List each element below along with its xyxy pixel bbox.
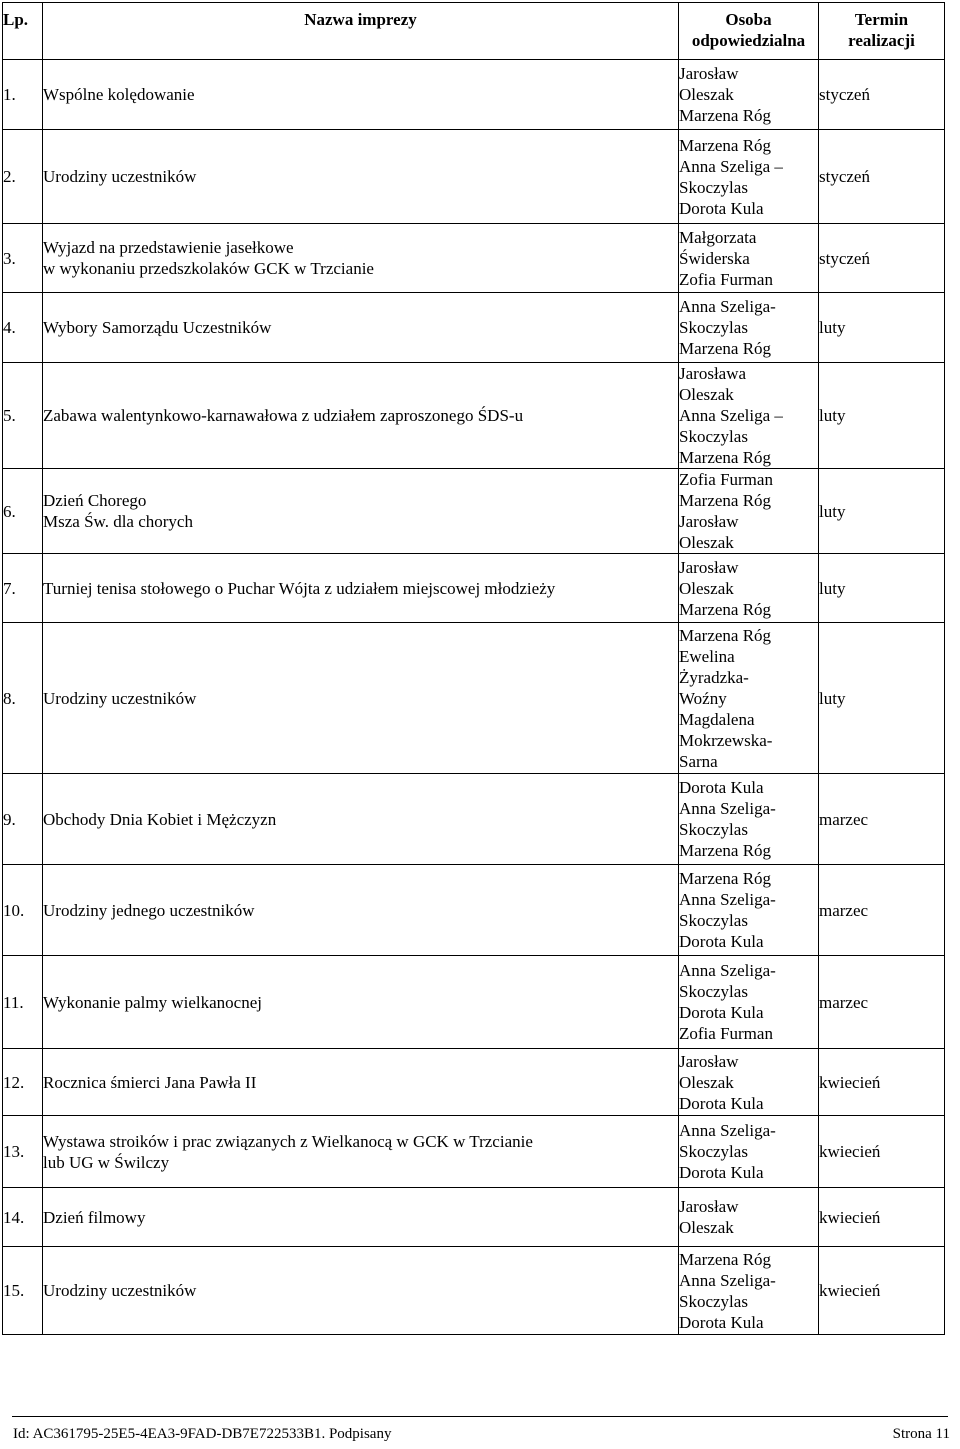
event-name-line: Rocznica śmierci Jana Pawła II [43,1072,257,1092]
table-row [3,774,945,865]
responsible-person-line: Jarosław [679,64,739,83]
event-term: marzec [819,774,945,865]
responsible-person-line: Marzena Róg [679,106,772,125]
row-number: 9. [3,774,43,865]
responsible-persons [679,623,819,774]
row-number: 12. [3,1049,43,1116]
responsible-person-line: Anna Szeliga – [679,406,783,425]
row-number: 11. [3,956,43,1049]
header-term-line: Termin [854,10,909,29]
event-name [43,469,679,554]
event-name [43,224,679,293]
table-row [3,60,945,130]
responsible-person-line: Oleszak [679,385,734,404]
row-number: 5. [3,363,43,469]
row-number: 4. [3,293,43,363]
header-person [679,3,819,60]
event-term: marzec [819,865,945,956]
event-term: styczeń [819,224,945,293]
responsible-person-line: Marzena Róg [679,625,772,645]
responsible-person-line: Woźny [679,688,727,708]
event-name-line: w wykonaniu przedszkolaków GCK w Trzcianie [43,259,374,278]
event-name-line: lub UG w Świlczy [43,1152,170,1172]
table-row [3,1188,945,1247]
responsible-persons [679,130,819,224]
responsible-person-line: Zofia Furman [679,1024,773,1043]
event-name [43,1049,679,1116]
table-row [3,554,945,623]
row-number: 14. [3,1188,43,1247]
event-name [43,1188,679,1247]
event-name-line: Zabawa walentynkowo-karnawałowa z udziałem zaproszonego ŚDS-u [43,406,524,425]
row-number: 6. [3,469,43,554]
responsible-person-line: Marzena Róg [679,841,772,860]
event-term: marzec [819,956,945,1049]
responsible-person-line: Dorota Kula [679,1163,764,1182]
responsible-persons [679,1116,819,1188]
responsible-person-line: Oleszak [679,578,734,598]
page-footer [13,1426,950,1443]
responsible-person-line: Marzena Róg [679,448,772,467]
document-id: Id: AC361795-25E5-4EA3-9FAD-DB7E722533B1. Podpisany [13,1426,392,1442]
responsible-person-line: Jarosław [679,1051,739,1071]
responsible-person-line: Dorota Kula [679,932,764,951]
row-number: 13. [3,1116,43,1188]
responsible-person-line: Jarosław [679,512,739,531]
responsible-person-line: Marzena Róg [679,599,772,619]
responsible-persons [679,774,819,865]
header-lp: Lp. [3,3,43,60]
event-name [43,293,679,363]
event-name [43,623,679,774]
responsible-persons [679,865,819,956]
responsible-person-line: Mokrzewska- [679,730,773,750]
table-row [3,293,945,363]
table-row [3,1049,945,1116]
responsible-persons [679,293,819,363]
responsible-person-line: Oleszak [679,1218,734,1237]
responsible-person-line: Świderska [679,248,750,268]
event-name [43,60,679,130]
event-name-line: Wybory Samorządu Uczestników [43,318,272,337]
responsible-person-line: Dorota Kula [679,1093,764,1113]
event-name [43,1116,679,1188]
event-name [43,956,679,1049]
event-name-line: Msza Św. dla chorych [43,512,193,531]
responsible-person-line: Oleszak [679,85,734,104]
event-name-line: Dzień Chorego [43,491,147,510]
event-name [43,774,679,865]
responsible-persons [679,1188,819,1247]
event-name [43,865,679,956]
responsible-person-line: Magdalena [679,709,755,729]
header-person-line: Osoba [725,10,772,29]
event-term: luty [819,469,945,554]
event-name-line: Obchody Dnia Kobiet i Mężczyzn [43,809,277,829]
responsible-person-line: Zofia Furman [679,269,773,289]
responsible-person-line: Jarosław [679,557,739,577]
event-term: kwiecień [819,1049,945,1116]
event-name-line: Dzień filmowy [43,1207,146,1227]
responsible-persons [679,1247,819,1335]
event-term: luty [819,363,945,469]
responsible-person-line: Marzena Róg [679,135,772,155]
responsible-person-line: Marzena Róg [679,1249,772,1269]
event-name-line: Urodziny uczestników [43,167,197,186]
responsible-person-line: Marzena Róg [679,869,772,888]
responsible-person-line: Anna Szeliga- [679,890,776,909]
responsible-person-line: Jarosław [679,1197,739,1216]
event-name [43,554,679,623]
header-person-line: odpowiedzialna [691,31,806,50]
table-row [3,865,945,956]
row-number: 15. [3,1247,43,1335]
responsible-person-line: Skoczylas [679,318,748,337]
events-table [2,2,945,1335]
responsible-person-line: Jarosława [679,364,747,383]
responsible-person-line: Dorota Kula [679,778,764,797]
table-header-row [3,3,945,60]
table-row [3,1247,945,1335]
row-number: 10. [3,865,43,956]
event-name-line: Wykonanie palmy wielkanocnej [43,992,262,1012]
responsible-person-line: Ewelina [679,646,735,666]
responsible-person-line: Anna Szeliga- [679,799,776,818]
event-name-line: Wyjazd na przedstawienie jasełkowe [43,238,294,257]
row-number: 2. [3,130,43,224]
event-term: luty [819,293,945,363]
responsible-persons [679,469,819,554]
responsible-persons [679,1049,819,1116]
event-term: luty [819,554,945,623]
row-number: 8. [3,623,43,774]
responsible-person-line: Marzena Róg [679,339,772,358]
event-name [43,130,679,224]
responsible-person-line: Anna Szeliga- [679,961,776,980]
responsible-person-line: Anna Szeliga- [679,297,776,316]
page-number: Strona 11 [892,1426,950,1442]
event-name-line: Urodziny jednego uczestników [43,900,255,920]
responsible-persons [679,60,819,130]
header-name: Nazwa imprezy [43,3,679,60]
event-name [43,1247,679,1335]
event-name-line: Urodziny uczestników [43,1281,197,1300]
header-term-line: realizacji [848,31,915,50]
responsible-person-line: Anna Szeliga – [679,156,783,176]
responsible-person-line: Skoczylas [679,820,748,839]
responsible-person-line: Dorota Kula [679,1312,764,1332]
footer-divider [12,1416,948,1417]
responsible-person-line: Zofia Furman [679,470,773,489]
responsible-persons [679,363,819,469]
responsible-person-line: Oleszak [679,1072,734,1092]
event-term: luty [819,623,945,774]
table-row [3,956,945,1049]
event-term: styczeń [819,130,945,224]
event-name-line: Urodziny uczestników [43,688,197,708]
responsible-person-line: Anna Szeliga- [679,1270,776,1290]
responsible-person-line: Skoczylas [679,1142,748,1161]
event-term: kwiecień [819,1116,945,1188]
event-term: styczeń [819,60,945,130]
responsible-person-line: Małgorzata [679,227,757,247]
responsible-persons [679,224,819,293]
responsible-person-line: Dorota Kula [679,1003,764,1022]
responsible-person-line: Skoczylas [679,982,748,1001]
responsible-person-line: Skoczylas [679,177,748,197]
row-number: 3. [3,224,43,293]
responsible-person-line: Skoczylas [679,427,748,446]
event-name [43,363,679,469]
responsible-persons [679,554,819,623]
responsible-person-line: Dorota Kula [679,198,764,218]
table-row [3,1116,945,1188]
event-term: kwiecień [819,1247,945,1335]
event-name-line: Turniej tenisa stołowego o Puchar Wójta z udziałem miejscowej młodzieży [43,578,556,598]
event-name-line: Wystawa stroików i prac związanych z Wielkanocą w GCK w Trzcianie [43,1131,533,1151]
responsible-persons [679,956,819,1049]
table-row [3,469,945,554]
responsible-person-line: Skoczylas [679,1291,748,1311]
responsible-person-line: Sarna [679,751,718,771]
row-number: 7. [3,554,43,623]
row-number: 1. [3,60,43,130]
table-row [3,363,945,469]
responsible-person-line: Marzena Róg [679,491,772,510]
table-row [3,224,945,293]
responsible-person-line: Żyradzka- [679,667,749,687]
event-term: kwiecień [819,1188,945,1247]
event-name-line: Wspólne kolędowanie [43,85,195,104]
responsible-person-line: Skoczylas [679,911,748,930]
table-row [3,130,945,224]
table-row [3,623,945,774]
header-term [819,3,945,60]
responsible-person-line: Oleszak [679,533,734,552]
responsible-person-line: Anna Szeliga- [679,1121,776,1140]
